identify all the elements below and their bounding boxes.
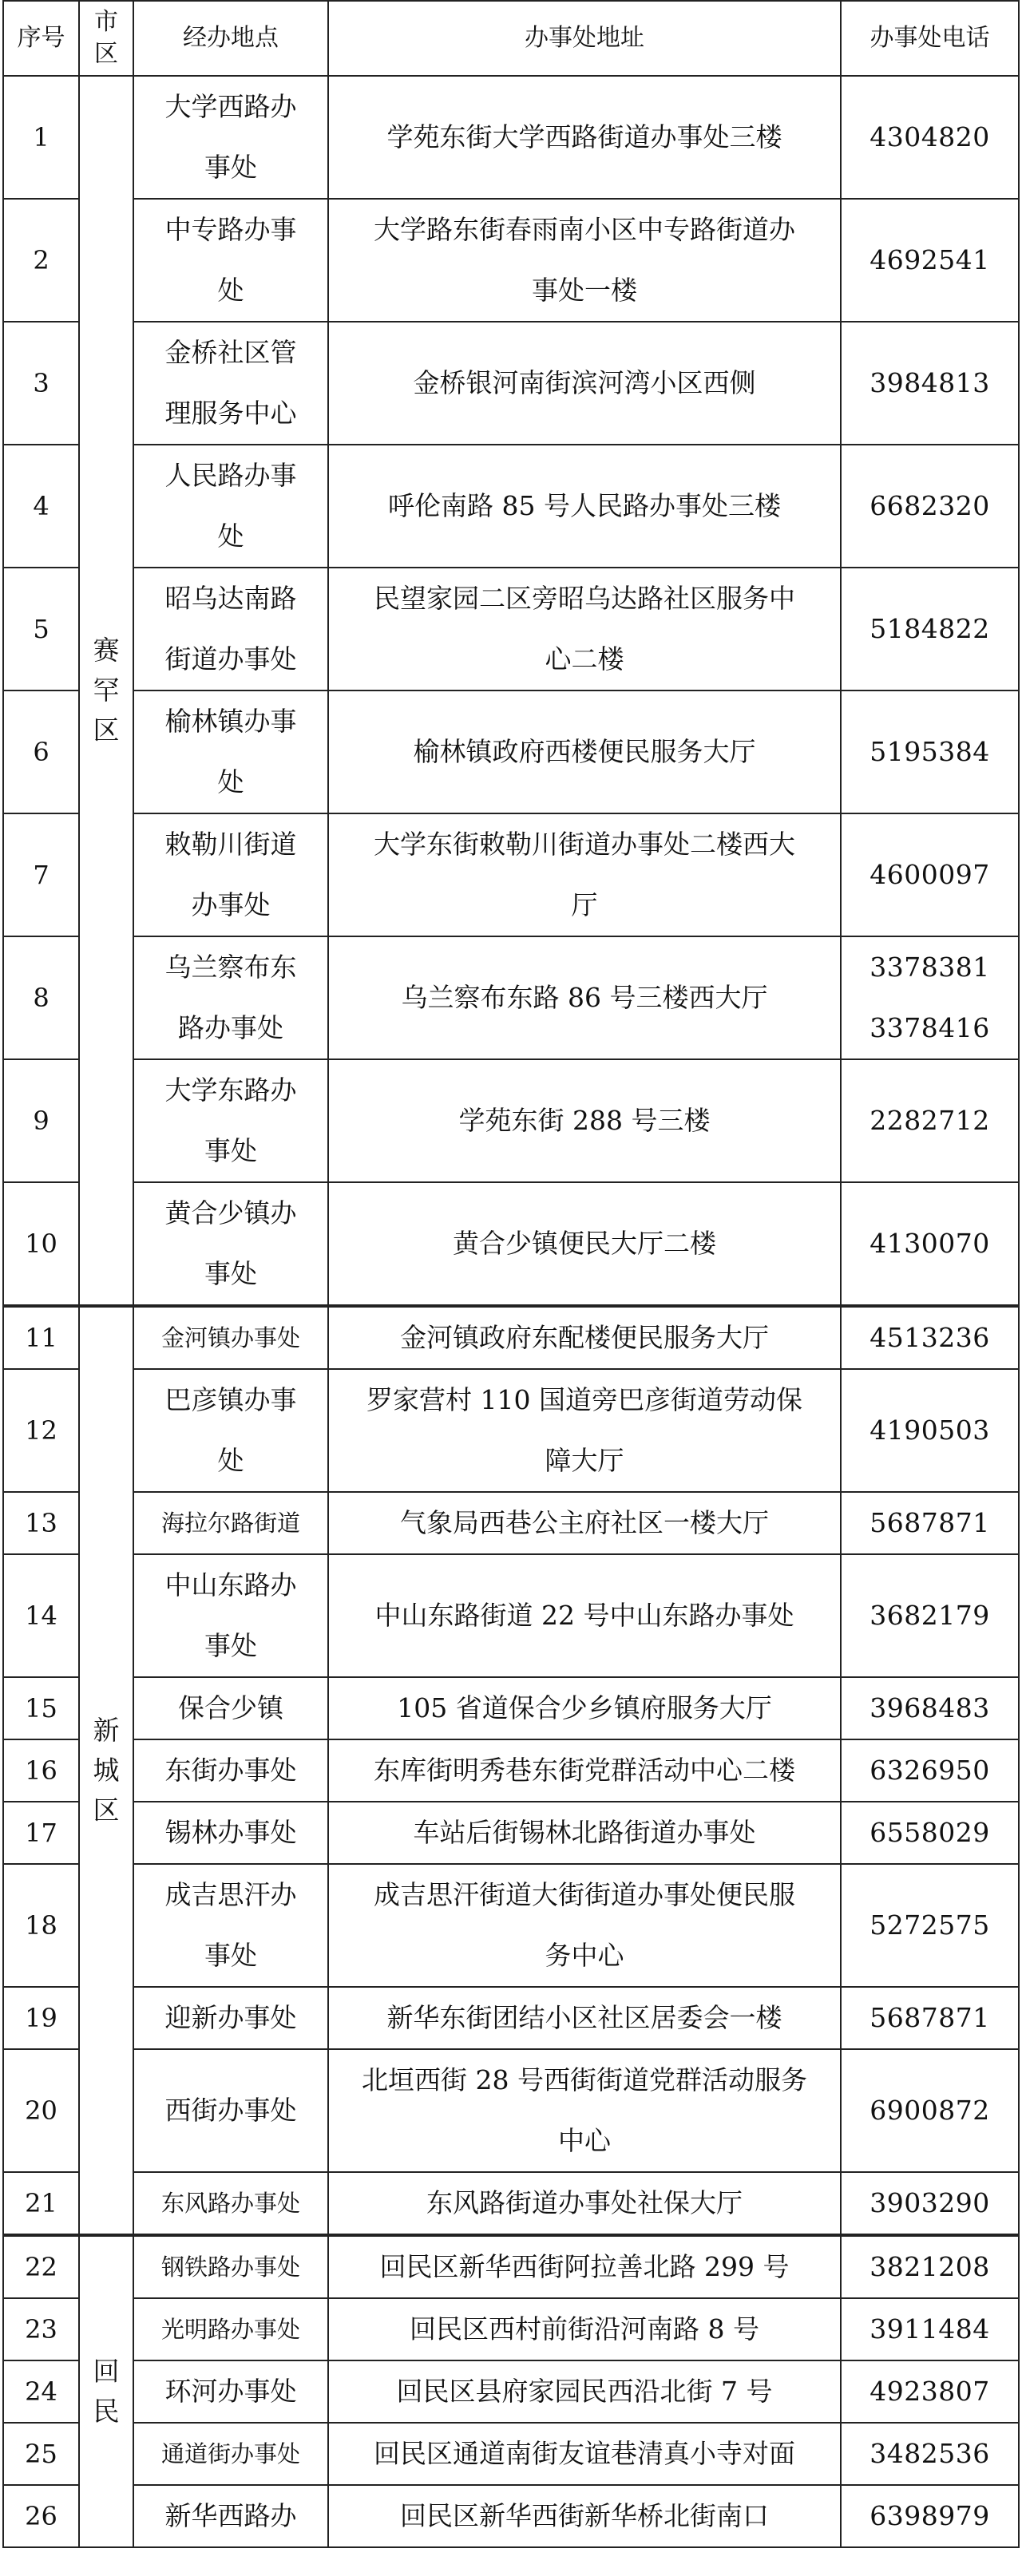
cell-phone: 4923807 <box>841 2360 1019 2423</box>
cell-location: 东风路办事处 <box>133 2172 328 2235</box>
header-seq: 序号 <box>3 1 79 76</box>
table-row <box>3 1059 1019 1182</box>
header-phone: 办事处电话 <box>841 1 1019 76</box>
cell-seq: 10 <box>3 1182 79 1306</box>
cell-location: 环河办事处 <box>133 2360 328 2423</box>
cell-seq: 8 <box>3 936 79 1059</box>
cell-phone: 5195384 <box>841 690 1019 813</box>
cell-location: 乌兰察布东 路办事处 <box>133 936 328 1059</box>
cell-location: 昭乌达南路 街道办事处 <box>133 568 328 690</box>
cell-seq: 14 <box>3 1554 79 1677</box>
cell-location: 人民路办事 处 <box>133 445 328 568</box>
cell-address: 回民区西村前街沿河南路 8 号 <box>328 2298 841 2360</box>
header-row <box>3 1 1019 76</box>
cell-district: 回 民 <box>79 2235 133 2547</box>
cell-phone: 4304820 <box>841 76 1019 199</box>
cell-seq: 2 <box>3 199 79 322</box>
header-location: 经办地点 <box>133 1 328 76</box>
table-row <box>3 2423 1019 2485</box>
table-row <box>3 690 1019 813</box>
table-row <box>3 2235 1019 2298</box>
cell-seq: 19 <box>3 1987 79 2049</box>
table-row <box>3 1802 1019 1864</box>
cell-address: 车站后街锡林北路街道办事处 <box>328 1802 841 1864</box>
cell-address: 回民区通道南街友谊巷清真小寺对面 <box>328 2423 841 2485</box>
cell-address: 学苑东街大学西路街道办事处三楼 <box>328 76 841 199</box>
table-row <box>3 813 1019 936</box>
cell-seq: 15 <box>3 1677 79 1739</box>
cell-address: 大学路东街春雨南小区中专路街道办 事处一楼 <box>328 199 841 322</box>
cell-seq: 6 <box>3 690 79 813</box>
cell-seq: 21 <box>3 2172 79 2235</box>
cell-address: 东库街明秀巷东街党群活动中心二楼 <box>328 1739 841 1802</box>
cell-location: 巴彦镇办事 处 <box>133 1369 328 1492</box>
cell-phone: 5687871 <box>841 1987 1019 2049</box>
table-row <box>3 936 1019 1059</box>
cell-seq: 17 <box>3 1802 79 1864</box>
cell-address: 中山东路街道 22 号中山东路办事处 <box>328 1554 841 1677</box>
table-body <box>3 76 1019 2547</box>
table-row <box>3 2049 1019 2172</box>
table-row <box>3 1182 1019 1306</box>
cell-seq: 25 <box>3 2423 79 2485</box>
cell-seq: 26 <box>3 2485 79 2547</box>
cell-address: 金桥银河南街滨河湾小区西侧 <box>328 322 841 445</box>
cell-location: 新华西路办 <box>133 2485 328 2547</box>
cell-location: 海拉尔路街道 <box>133 1492 328 1554</box>
cell-location: 黄合少镇办 事处 <box>133 1182 328 1306</box>
table-row <box>3 76 1019 199</box>
cell-address: 成吉思汗街道大街街道办事处便民服 务中心 <box>328 1864 841 1987</box>
cell-seq: 1 <box>3 76 79 199</box>
cell-location: 光明路办事处 <box>133 2298 328 2360</box>
cell-location: 中山东路办 事处 <box>133 1554 328 1677</box>
table-row <box>3 2360 1019 2423</box>
cell-phone: 5184822 <box>841 568 1019 690</box>
cell-seq: 5 <box>3 568 79 690</box>
table-row <box>3 1739 1019 1802</box>
cell-location: 西街办事处 <box>133 2049 328 2172</box>
cell-location: 大学东路办 事处 <box>133 1059 328 1182</box>
cell-address: 金河镇政府东配楼便民服务大厅 <box>328 1306 841 1369</box>
cell-address: 民望家园二区旁昭乌达路社区服务中 心二楼 <box>328 568 841 690</box>
cell-phone: 3378381 3378416 <box>841 936 1019 1059</box>
cell-seq: 12 <box>3 1369 79 1492</box>
table-row <box>3 568 1019 690</box>
cell-phone: 3821208 <box>841 2235 1019 2298</box>
cell-seq: 13 <box>3 1492 79 1554</box>
cell-phone: 6900872 <box>841 2049 1019 2172</box>
cell-phone: 4692541 <box>841 199 1019 322</box>
cell-phone: 3968483 <box>841 1677 1019 1739</box>
cell-phone: 3482536 <box>841 2423 1019 2485</box>
cell-phone: 5272575 <box>841 1864 1019 1987</box>
cell-location: 东街办事处 <box>133 1739 328 1802</box>
cell-phone: 3911484 <box>841 2298 1019 2360</box>
table-row <box>3 2485 1019 2547</box>
office-table <box>2 0 1020 2548</box>
cell-address: 黄合少镇便民大厅二楼 <box>328 1182 841 1306</box>
cell-address: 东风路街道办事处社保大厅 <box>328 2172 841 2235</box>
cell-phone: 6558029 <box>841 1802 1019 1864</box>
cell-address: 新华东街团结小区社区居委会一楼 <box>328 1987 841 2049</box>
cell-address: 回民区县府家园民西沿北街 7 号 <box>328 2360 841 2423</box>
cell-address: 学苑东街 288 号三楼 <box>328 1059 841 1182</box>
cell-address: 105 省道保合少乡镇府服务大厅 <box>328 1677 841 1739</box>
cell-seq: 7 <box>3 813 79 936</box>
cell-location: 敕勒川街道 办事处 <box>133 813 328 936</box>
cell-phone: 3984813 <box>841 322 1019 445</box>
cell-district: 新 城 区 <box>79 1306 133 2235</box>
cell-seq: 22 <box>3 2235 79 2298</box>
table-row <box>3 2298 1019 2360</box>
cell-address: 回民区新华西街新华桥北街南口 <box>328 2485 841 2547</box>
cell-address: 气象局西巷公主府社区一楼大厅 <box>328 1492 841 1554</box>
table-row <box>3 1677 1019 1739</box>
cell-address: 乌兰察布东路 86 号三楼西大厅 <box>328 936 841 1059</box>
header-address: 办事处地址 <box>328 1 841 76</box>
table-row <box>3 2172 1019 2235</box>
cell-phone: 4513236 <box>841 1306 1019 1369</box>
cell-seq: 11 <box>3 1306 79 1369</box>
cell-phone: 4600097 <box>841 813 1019 936</box>
cell-seq: 24 <box>3 2360 79 2423</box>
header-district: 市区 <box>79 1 133 76</box>
cell-location: 中专路办事 处 <box>133 199 328 322</box>
cell-location: 榆林镇办事 处 <box>133 690 328 813</box>
cell-location: 成吉思汗办 事处 <box>133 1864 328 1987</box>
cell-phone: 6682320 <box>841 445 1019 568</box>
table-row <box>3 1987 1019 2049</box>
cell-address: 回民区新华西街阿拉善北路 299 号 <box>328 2235 841 2298</box>
table-row <box>3 1306 1019 1369</box>
table-row <box>3 322 1019 445</box>
cell-phone: 2282712 <box>841 1059 1019 1182</box>
table-row <box>3 1369 1019 1492</box>
table-row <box>3 199 1019 322</box>
cell-address: 呼伦南路 85 号人民路办事处三楼 <box>328 445 841 568</box>
cell-location: 金桥社区管 理服务中心 <box>133 322 328 445</box>
cell-address: 北垣西街 28 号西街街道党群活动服务 中心 <box>328 2049 841 2172</box>
cell-phone: 4190503 <box>841 1369 1019 1492</box>
cell-phone: 3682179 <box>841 1554 1019 1677</box>
cell-address: 罗家营村 110 国道旁巴彦街道劳动保 障大厅 <box>328 1369 841 1492</box>
cell-location: 大学西路办 事处 <box>133 76 328 199</box>
cell-seq: 9 <box>3 1059 79 1182</box>
cell-phone: 6326950 <box>841 1739 1019 1802</box>
cell-seq: 16 <box>3 1739 79 1802</box>
cell-seq: 4 <box>3 445 79 568</box>
cell-phone: 4130070 <box>841 1182 1019 1306</box>
cell-address: 榆林镇政府西楼便民服务大厅 <box>328 690 841 813</box>
cell-district: 赛 罕 区 <box>79 76 133 1306</box>
cell-phone: 5687871 <box>841 1492 1019 1554</box>
cell-location: 通道街办事处 <box>133 2423 328 2485</box>
cell-seq: 20 <box>3 2049 79 2172</box>
table-row <box>3 1492 1019 1554</box>
cell-location: 迎新办事处 <box>133 1987 328 2049</box>
cell-seq: 18 <box>3 1864 79 1987</box>
cell-location: 保合少镇 <box>133 1677 328 1739</box>
table-row <box>3 1554 1019 1677</box>
cell-location: 锡林办事处 <box>133 1802 328 1864</box>
cell-phone: 6398979 <box>841 2485 1019 2547</box>
table-row <box>3 445 1019 568</box>
cell-seq: 23 <box>3 2298 79 2360</box>
cell-seq: 3 <box>3 322 79 445</box>
table-row <box>3 1864 1019 1987</box>
cell-address: 大学东街敕勒川街道办事处二楼西大 厅 <box>328 813 841 936</box>
cell-location: 钢铁路办事处 <box>133 2235 328 2298</box>
cell-phone: 3903290 <box>841 2172 1019 2235</box>
cell-location: 金河镇办事处 <box>133 1306 328 1369</box>
